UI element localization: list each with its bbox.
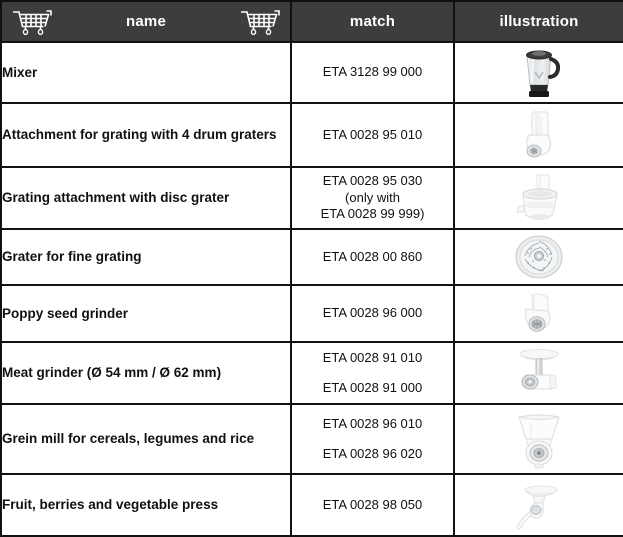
cell-name: Attachment for grating with 4 drum graters bbox=[1, 103, 291, 167]
match-code: ETA 0028 00 860 bbox=[322, 248, 423, 264]
table-row bbox=[1, 103, 623, 167]
cell-illustration bbox=[454, 42, 623, 103]
match-code: ETA 0028 96 000 bbox=[322, 305, 423, 321]
cell-illustration bbox=[454, 342, 623, 404]
cell-name: Fruit, berries and vegetable press bbox=[1, 474, 291, 536]
table-row bbox=[1, 229, 623, 285]
table-row bbox=[1, 404, 623, 474]
cell-illustration bbox=[454, 103, 623, 167]
match-note-code: ETA 0028 99 999) bbox=[320, 206, 425, 222]
cell-name: Grater for fine grating bbox=[1, 229, 291, 285]
table-row bbox=[1, 42, 623, 103]
cell-name: Grating attachment with disc grater bbox=[1, 167, 291, 229]
match-code: ETA 0028 91 010 bbox=[322, 349, 423, 365]
cell-illustration bbox=[454, 167, 623, 229]
cell-illustration bbox=[454, 474, 623, 536]
blender-jug-illustration bbox=[455, 45, 623, 101]
cell-match bbox=[291, 474, 454, 536]
meat-grinder-illustration bbox=[455, 346, 623, 400]
column-header-match bbox=[291, 1, 454, 42]
cell-name: Mixer bbox=[1, 42, 291, 103]
column-header-name-label: name bbox=[126, 13, 166, 30]
column-header-illustration bbox=[454, 1, 623, 42]
cell-match bbox=[291, 285, 454, 342]
grain-mill-illustration bbox=[455, 409, 623, 469]
match-note: (only with bbox=[345, 189, 400, 205]
match-code: ETA 0028 95 010 bbox=[322, 126, 423, 142]
cell-match bbox=[291, 42, 454, 103]
fine-grating-disc-illustration bbox=[455, 233, 623, 281]
table-row bbox=[1, 474, 623, 536]
cell-match bbox=[291, 103, 454, 167]
drum-grater-attachment-illustration bbox=[455, 107, 623, 163]
match-code: ETA 0028 95 030 bbox=[322, 173, 423, 189]
disc-grater-bowl-illustration bbox=[455, 172, 623, 224]
cell-name: Poppy seed grinder bbox=[1, 285, 291, 342]
table-header bbox=[1, 1, 623, 42]
column-header-illustration-label: illustration bbox=[499, 13, 579, 30]
shopping-cart-icon bbox=[10, 7, 54, 37]
fruit-press-illustration bbox=[455, 479, 623, 531]
match-code: ETA 0028 96 010 bbox=[322, 415, 423, 431]
table-header-row bbox=[1, 1, 623, 42]
table-row bbox=[1, 285, 623, 342]
cell-name: Meat grinder (Ø 54 mm / Ø 62 mm) bbox=[1, 342, 291, 404]
table-row bbox=[1, 342, 623, 404]
match-code: ETA 0028 98 050 bbox=[322, 496, 423, 512]
table-body bbox=[1, 42, 623, 536]
column-header-match-label: match bbox=[349, 13, 396, 30]
match-code: ETA 0028 91 000 bbox=[322, 379, 423, 395]
cell-name: Grein mill for cereals, legumes and rice bbox=[1, 404, 291, 474]
cell-match bbox=[291, 229, 454, 285]
cell-match bbox=[291, 167, 454, 229]
column-header-name bbox=[1, 1, 291, 42]
table-row bbox=[1, 167, 623, 229]
shopping-cart-icon bbox=[238, 7, 282, 37]
cell-illustration bbox=[454, 285, 623, 342]
cell-match bbox=[291, 404, 454, 474]
match-code: ETA 0028 96 020 bbox=[322, 445, 423, 461]
match-code: ETA 3128 99 000 bbox=[322, 64, 423, 80]
cell-illustration bbox=[454, 404, 623, 474]
cell-illustration bbox=[454, 229, 623, 285]
cell-match bbox=[291, 342, 454, 404]
poppy-seed-grinder-illustration bbox=[455, 289, 623, 339]
